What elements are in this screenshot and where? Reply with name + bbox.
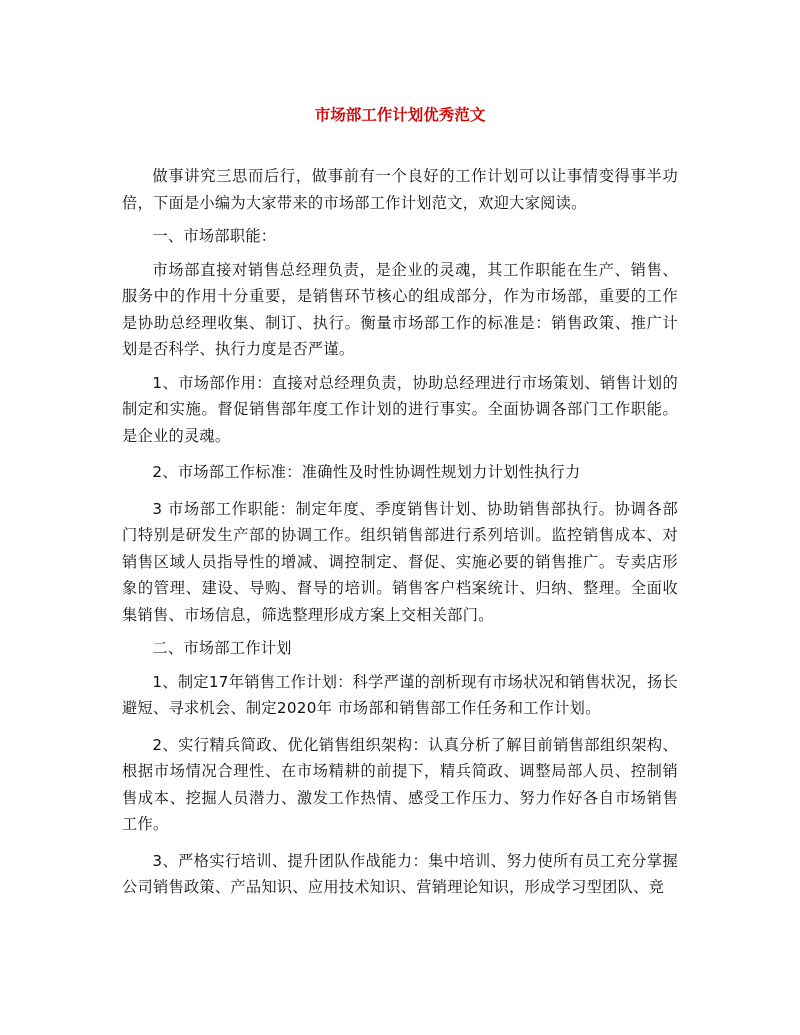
document-body: [122, 163, 678, 901]
paragraph-functions-overview: 市场部直接对销售总经理负责，是企业的灵魂，其工作职能在生产、销售、服务中的作用十分重要，是销售环节核心的组成部分，作为市场部，重要的工作是协助总经理收集、制订、执行。衡量市场部工作的标准是：销售政策、推广计划是否科学、执行力度是否严谨。: [122, 260, 678, 358]
section-heading-functions: 一、市场部职能：: [152, 227, 277, 245]
paragraph-plan-item-2: 2、实行精兵简政、优化销售组织架构：认真分析了解目前销售部组织架构、根据市场情况合理性、在市场精耕的前提下，精兵简政、调整局部人员、控制销售成本、挖掘人员潜力、激发工作热情、感受工作压力、努力作好各自市场销售工作。: [122, 735, 678, 833]
paragraph-plan-item-3: 3、严格实行培训、提升团队作战能力：集中培训、努力使所有员工充分掌握公司销售政策、产品知识、应用技术知识、营销理论知识，形成学习型团队、竞: [122, 851, 678, 896]
paragraph-plan-item-1: 1、制定17年销售工作计划：科学严谨的剖析现有市场状况和销售状况，扬长避短、寻求机会、制定2020年 市场部和销售部工作任务和工作计划。: [122, 672, 678, 717]
paragraph-standards: 2、市场部工作标准：准确性及时性协调性规划力计划性执行力: [152, 463, 581, 481]
paragraph-role: 1、市场部作用：直接对总经理负责，协助总经理进行市场策划、销售计划的制定和实施。督促销售部年度工作计划的进行事实。全面协调各部门工作职能。是企业的灵魂。: [122, 373, 678, 445]
paragraph-intro: 做事讲究三思而后行，做事前有一个良好的工作计划可以让事情变得事半功倍，下面是小编为大家带来的市场部工作计划范文，欢迎大家阅读。: [122, 167, 678, 212]
section-heading-plan: 二、市场部工作计划: [152, 639, 292, 657]
paragraph-duties: 3 市场部工作职能：制定年度、季度销售计划、协助销售部执行。协调各部门特别是研发生产部的协调工作。组织销售部进行系列培训。监控销售成本、对销售区域人员指导性的增减、调控制定、督促、实施必要的销售推广。专卖店形象的管理、建设、导购、督导的培训。销售客户档案统计、归纳、整理。全面收集销售、市场信息，筛选整理形成方案上交相关部门。: [122, 499, 678, 624]
document-title: 市场部工作计划优秀范文: [314, 106, 486, 124]
